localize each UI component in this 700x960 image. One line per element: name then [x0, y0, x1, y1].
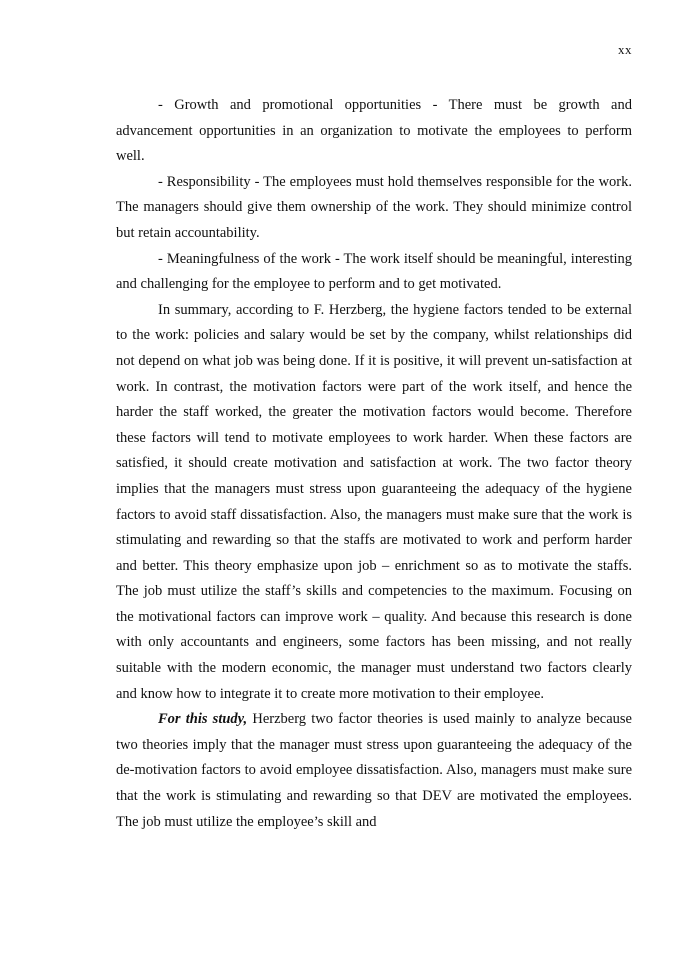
paragraph-summary: In summary, according to F. Herzberg, the hygiene factors tended to be external to the work: policies and salary would be set by the company, whilst relationships did not depend on what job was being done. If it is positive, it will prevent un-satisfaction at work. In contrast, the motivation factors were part of the work itself, and hence the harder the staff worked, the greater the motivation factors would become. Therefore these factors will tend to motivate employees to work harder. When these factors are satisfied, it should create motivation and satisfaction at work. The two factor theory implies that the managers must stress upon guaranteeing the adequacy of the hygiene factors to avoid staff dissatisfaction. Also, the managers must make sure that the work is stimulating and rewarding so that the staffs are motivated to work and perform harder and better. This theory emphasize upon job – enrichment so as to motivate the staffs. The job must utilize the staff’s skills and competencies to the maximum. Focusing on the motivational factors can improve work – quality. And because this research is done with only accountants and engineers, some factors has been missing, and not really suitable with the modern economic, the manager must understand two factors clearly and know how to integrate it to create more motivation to their employee.: [116, 301, 632, 702]
study-body-text: Herzberg two factor theories is used mainly to analyze because two theories imply that the manager must stress upon guaranteeing the adequacy of the de-motivation factors to avoid employee dissatisfaction. Also, managers must make sure that the work is stimulating and rewarding so that DEV are motivated the employees. The job must utilize the employee’s skill and: [116, 711, 632, 830]
paragraph-growth-opportunities: - Growth and promotional opportunities - There must be growth and advancement opportunities in an organization to motivate the employees to perform well.: [116, 97, 632, 165]
paragraph-this-study: [116, 707, 632, 835]
study-lead-in: For this study,: [158, 711, 248, 728]
body-text: [116, 93, 632, 835]
page-number: xx: [618, 42, 632, 57]
paragraph-responsibility: - Responsibility - The employees must hold themselves responsible for the work. The managers should give them ownership of the work. They should minimize control but retain accountability.: [116, 173, 632, 241]
paragraph-meaningfulness: - Meaningfulness of the work - The work itself should be meaningful, interesting and challenging for the employee to perform and to get motivated.: [116, 250, 632, 293]
